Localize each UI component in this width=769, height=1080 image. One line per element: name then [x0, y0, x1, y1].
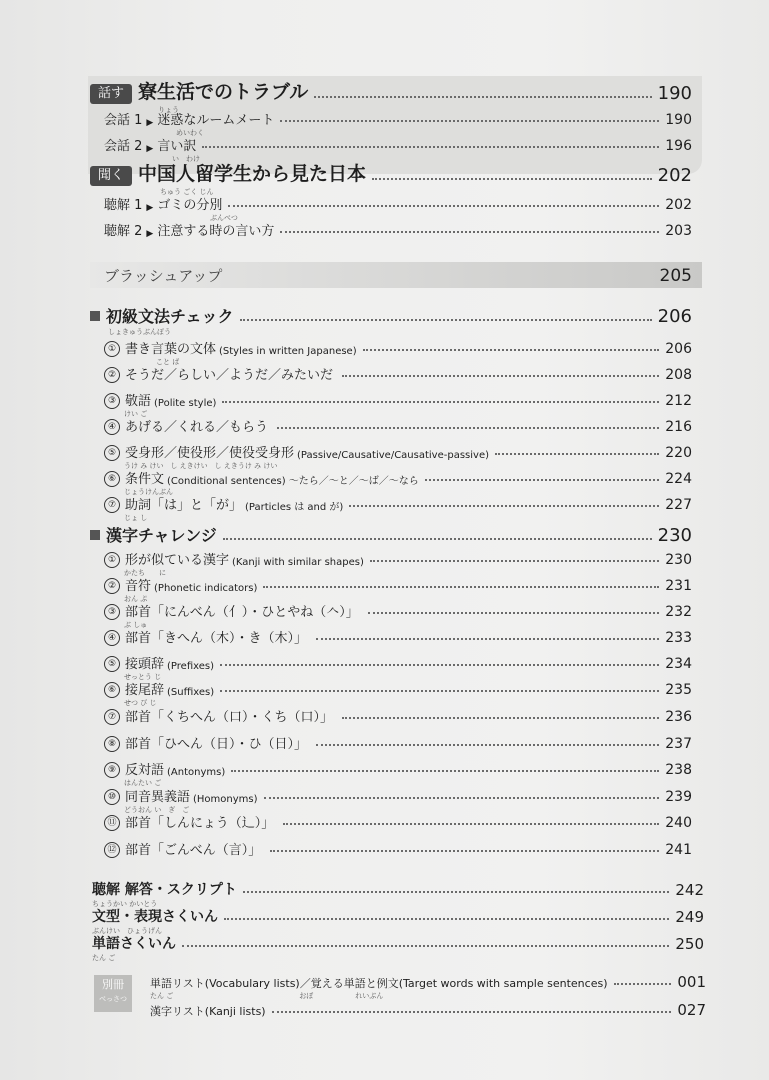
bessatsu-item-page: 027: [677, 1001, 706, 1019]
kanji-item-title: 音符: [125, 579, 152, 594]
appendix-row: [92, 877, 704, 899]
listen-item-page: 203: [665, 223, 692, 239]
kanji-item-title: 部首「にんべん（亻）・ひとやね（𠆢）」: [125, 605, 359, 620]
kanji-item-row: [104, 785, 692, 805]
grammar-item-title: あげる／くれる／もらう: [125, 420, 269, 435]
leader-dots: [368, 612, 660, 614]
listen-item-prefix: 聴解 1: [104, 198, 143, 213]
leader-dots: [228, 205, 659, 207]
leader-dots: [280, 120, 659, 122]
grammar-item-ruby: じょ し: [124, 514, 148, 522]
kanji-item-row: [104, 758, 692, 778]
kanji-item-page: 235: [665, 682, 692, 698]
kanji-item-title: 部首「きへん（木）・き（木）」: [125, 631, 308, 646]
leader-dots: [270, 850, 659, 852]
kanji-item-ruby: かたち に: [124, 569, 166, 577]
bessatsu-label: 別冊: [102, 978, 124, 991]
bessatsu-ruby: べっさつ: [99, 995, 127, 1003]
item-number: ①: [104, 552, 120, 568]
leader-dots: [349, 505, 659, 507]
leader-dots: [222, 401, 659, 403]
talk-item-page: 196: [665, 138, 692, 154]
kanji-page: 230: [657, 525, 692, 546]
item-number: ③: [104, 393, 120, 409]
kanji-item-row: [104, 652, 692, 672]
grammar-item-row: [104, 337, 692, 357]
grammar-item-row: [104, 493, 692, 513]
kanji-item-ruby: ぶ しゅ: [124, 621, 148, 629]
kanji-item-page: 230: [665, 552, 692, 568]
grammar-item-title: 受身形／使役形／使役受身形: [125, 446, 295, 461]
kanji-item-title: 同音異義語: [125, 790, 191, 805]
item-number: ⑦: [104, 497, 120, 513]
bessatsu-item-page: 001: [677, 973, 706, 991]
appendix-page: 242: [675, 881, 704, 899]
arrow-icon: ▶: [146, 118, 154, 128]
listen-item-row: [104, 219, 692, 239]
leader-dots: [495, 453, 659, 455]
item-number: ⑧: [104, 736, 120, 752]
grammar-item-title: 助詞「は」と「が」: [125, 498, 243, 513]
leader-dots: [372, 178, 652, 180]
appendix-row: [92, 931, 704, 953]
item-number: ①: [104, 341, 120, 357]
leader-dots: [283, 823, 659, 825]
talk-item-prefix: 会話 2: [104, 139, 143, 154]
grammar-item-page: 224: [665, 471, 692, 487]
grammar-item-ruby: うけ み けい し えきけい し えきうけ み けい: [124, 462, 278, 470]
kanji-item-english: (Phonetic indicators): [154, 583, 258, 594]
appendix-row: [92, 904, 704, 926]
leader-dots: [614, 983, 672, 985]
kanji-item-row: [104, 574, 692, 594]
appendix-title: 単語さくいん: [92, 936, 176, 952]
talk-item-ruby: い わけ: [172, 155, 200, 163]
kanji-item-page: 231: [665, 578, 692, 594]
arrow-icon: ▶: [146, 229, 154, 239]
grammar-item-title: 敬語: [125, 394, 152, 409]
appendix-title: 聴解 解答・スクリプト: [92, 882, 237, 898]
kanji-item-ruby: せっとう じ: [124, 673, 162, 681]
kanji-item-title: 部首「くちへん（口）・くち（口）」: [125, 710, 334, 725]
leader-dots: [316, 744, 659, 746]
talk-item-row: [104, 134, 692, 154]
item-number: ⑥: [104, 471, 120, 487]
kanji-item-row: [104, 626, 692, 646]
leader-dots: [224, 918, 669, 920]
kanji-item-english: (Kanji with similar shapes): [232, 557, 364, 568]
kanji-item-row: [104, 838, 692, 858]
kanji-item-ruby: はんたい ご: [124, 779, 162, 787]
listen-item-ruby: ぶんべつ: [210, 214, 238, 222]
appendix-ruby: たん ご: [92, 954, 116, 962]
kanji-item-page: 236: [665, 709, 692, 725]
leader-dots: [263, 586, 659, 588]
grammar-page: 206: [657, 306, 692, 327]
listen-item-prefix: 聴解 2: [104, 224, 143, 239]
item-number: ⑪: [104, 815, 120, 831]
leader-dots: [425, 479, 659, 481]
grammar-item-page: 212: [665, 393, 692, 409]
leader-dots: [363, 349, 660, 351]
leader-dots: [277, 427, 659, 429]
item-number: ⑨: [104, 762, 120, 778]
leader-dots: [316, 638, 659, 640]
listen-title-ruby: ちゅう ごく じん: [160, 188, 214, 196]
appendix-page: 250: [675, 935, 704, 953]
grammar-ruby: しょきゅうぶんぽう: [108, 328, 171, 336]
item-number: ⑥: [104, 682, 120, 698]
bessatsu-item-title: 漢字リスト(Kanji lists): [150, 1005, 266, 1018]
grammar-item-page: 220: [665, 445, 692, 461]
grammar-item-row: [104, 415, 692, 435]
item-number: ②: [104, 578, 120, 594]
item-number: ⑤: [104, 445, 120, 461]
leader-dots: [223, 538, 652, 540]
grammar-item-ruby: こと ば: [156, 358, 180, 366]
listen-heading-row: [90, 160, 692, 186]
kanji-item-ruby: どうおん い ぎ ご: [124, 806, 190, 814]
talk-item-title: 迷惑なルームメート: [157, 113, 275, 128]
kanji-item-page: 240: [665, 815, 692, 831]
item-number: ⑦: [104, 709, 120, 725]
leader-dots: [342, 717, 659, 719]
kanji-item-english: (Antonyms): [167, 767, 226, 778]
talk-item-ruby: めいわく: [176, 129, 204, 137]
kanji-item-title: 形が似ている漢字: [125, 553, 230, 568]
leader-dots: [240, 319, 652, 321]
kanji-item-title: 反対語: [125, 763, 165, 778]
grammar-item-title: 書き言葉の文体: [125, 342, 217, 357]
grammar-item-english: (Styles in written Japanese): [219, 346, 357, 357]
arrow-icon: ▶: [146, 203, 154, 213]
listen-item-title: 注意する時の言い方: [157, 224, 275, 239]
bessatsu-item-row: [150, 999, 706, 1019]
grammar-item-english: (Passive/Causative/Causative-passive): [297, 450, 489, 461]
grammar-heading-row: [90, 303, 692, 327]
grammar-item-ruby: けい ご: [124, 410, 148, 418]
talk-title-ruby: りょう: [158, 106, 179, 114]
item-number: ④: [104, 630, 120, 646]
listen-item-title: ゴミの分別: [157, 198, 223, 213]
leader-dots: [280, 231, 659, 233]
kanji-item-row: [104, 548, 692, 568]
kanji-item-page: 237: [665, 736, 692, 752]
kanji-item-row: [104, 811, 692, 831]
item-number: ③: [104, 604, 120, 620]
leader-dots: [220, 664, 659, 666]
appendix-ruby: ちょうかい かいとう: [92, 900, 158, 908]
leader-dots: [220, 690, 659, 692]
brushup-page: 205: [659, 266, 692, 286]
grammar-item-title: 条件文: [125, 472, 165, 487]
leader-dots: [202, 146, 659, 148]
leader-dots: [264, 797, 660, 799]
kanji-item-english: (Homonyms): [193, 794, 258, 805]
bessatsu-tag: [94, 975, 132, 1012]
brushup-row: [104, 264, 692, 286]
kanji-item-title: 部首「ごんべん（言）」: [125, 843, 262, 858]
kanji-item-row: [104, 705, 692, 725]
kanji-heading-row: [90, 522, 692, 546]
kanji-item-ruby: おん ぷ: [124, 595, 148, 603]
kanji-item-row: [104, 600, 692, 620]
grammar-item-row: [104, 389, 692, 409]
kanji-item-ruby: せつ び じ: [124, 699, 157, 707]
kanji-item-english: (Suffixes): [167, 687, 215, 698]
brushup-title: ブラッシュアップ: [104, 267, 223, 285]
arrow-icon: ▶: [146, 144, 154, 154]
kanji-item-page: 239: [665, 789, 692, 805]
talk-item-title: 言い訳: [157, 139, 197, 154]
appendix-page: 249: [675, 908, 704, 926]
grammar-item-title: そうだ／らしい／ようだ／みたいだ: [125, 368, 334, 383]
bessatsu-item-row: [150, 971, 706, 991]
leader-dots: [272, 1011, 672, 1013]
grammar-item-english: (Polite style): [154, 398, 217, 409]
talk-page: 190: [657, 83, 692, 104]
item-number: ②: [104, 367, 120, 383]
appendix-ruby: ぶんけい ひょうげん: [92, 927, 162, 935]
grammar-item-english: (Conditional sentences) ～たら／～と／～ば／～なら: [167, 476, 419, 487]
grammar-item-english: (Particles は and が): [245, 502, 344, 513]
leader-dots: [342, 375, 659, 377]
talk-title: 寮生活でのトラブル: [138, 81, 309, 103]
kanji-item-page: 238: [665, 762, 692, 778]
item-number: ⑫: [104, 842, 120, 858]
talk-heading-row: [90, 78, 692, 104]
kanji-item-title: 接頭辞: [125, 657, 165, 672]
listen-item-page: 202: [665, 197, 692, 213]
talk-item-row: [104, 108, 692, 128]
kanji-item-row: [104, 732, 692, 752]
kanji-title: 漢字チャレンジ: [106, 526, 217, 545]
kanji-item-row: [104, 678, 692, 698]
leader-dots: [314, 96, 651, 98]
listen-page: 202: [657, 165, 692, 186]
bessatsu-item-title: 単語リスト(Vocabulary lists)／覚える単語と例文(Target words with sample sentences): [150, 977, 608, 990]
kanji-item-page: 241: [665, 842, 692, 858]
leader-dots: [243, 891, 669, 893]
grammar-item-row: [104, 441, 692, 461]
grammar-item-page: 206: [665, 341, 692, 357]
leader-dots: [182, 945, 669, 947]
kanji-item-english: (Prefixes): [167, 661, 214, 672]
kanji-item-page: 232: [665, 604, 692, 620]
leader-dots: [370, 560, 659, 562]
grammar-title: 初級文法チェック: [106, 307, 234, 326]
kanji-item-title: 部首「ひへん（日）・ひ（日）」: [125, 737, 308, 752]
kanji-item-title: 部首「しんにょう（⻌）」: [125, 816, 275, 831]
grammar-item-row: [104, 467, 692, 487]
grammar-item-row: [104, 363, 692, 383]
square-bullet-icon: [90, 311, 100, 321]
kanji-item-title: 接尾辞: [125, 683, 165, 698]
talk-item-prefix: 会話 1: [104, 113, 143, 128]
listen-title: 中国人留学生から見た日本: [138, 163, 367, 185]
kanji-item-page: 234: [665, 656, 692, 672]
grammar-item-page: 208: [665, 367, 692, 383]
grammar-item-page: 227: [665, 497, 692, 513]
item-number: ⑩: [104, 789, 120, 805]
talk-tag: 話す: [90, 84, 132, 104]
appendix-title: 文型・表現さくいん: [92, 909, 218, 925]
kanji-item-page: 233: [665, 630, 692, 646]
item-number: ④: [104, 419, 120, 435]
bessatsu-item-ruby: たん ご おぼ れいぶん: [150, 992, 384, 1000]
grammar-item-ruby: じょうけんぶん: [124, 488, 173, 496]
square-bullet-icon: [90, 530, 100, 540]
grammar-item-page: 216: [665, 419, 692, 435]
talk-item-page: 190: [665, 112, 692, 128]
listen-item-row: [104, 193, 692, 213]
leader-dots: [231, 770, 659, 772]
item-number: ⑤: [104, 656, 120, 672]
listen-tag: 聞く: [90, 166, 132, 186]
